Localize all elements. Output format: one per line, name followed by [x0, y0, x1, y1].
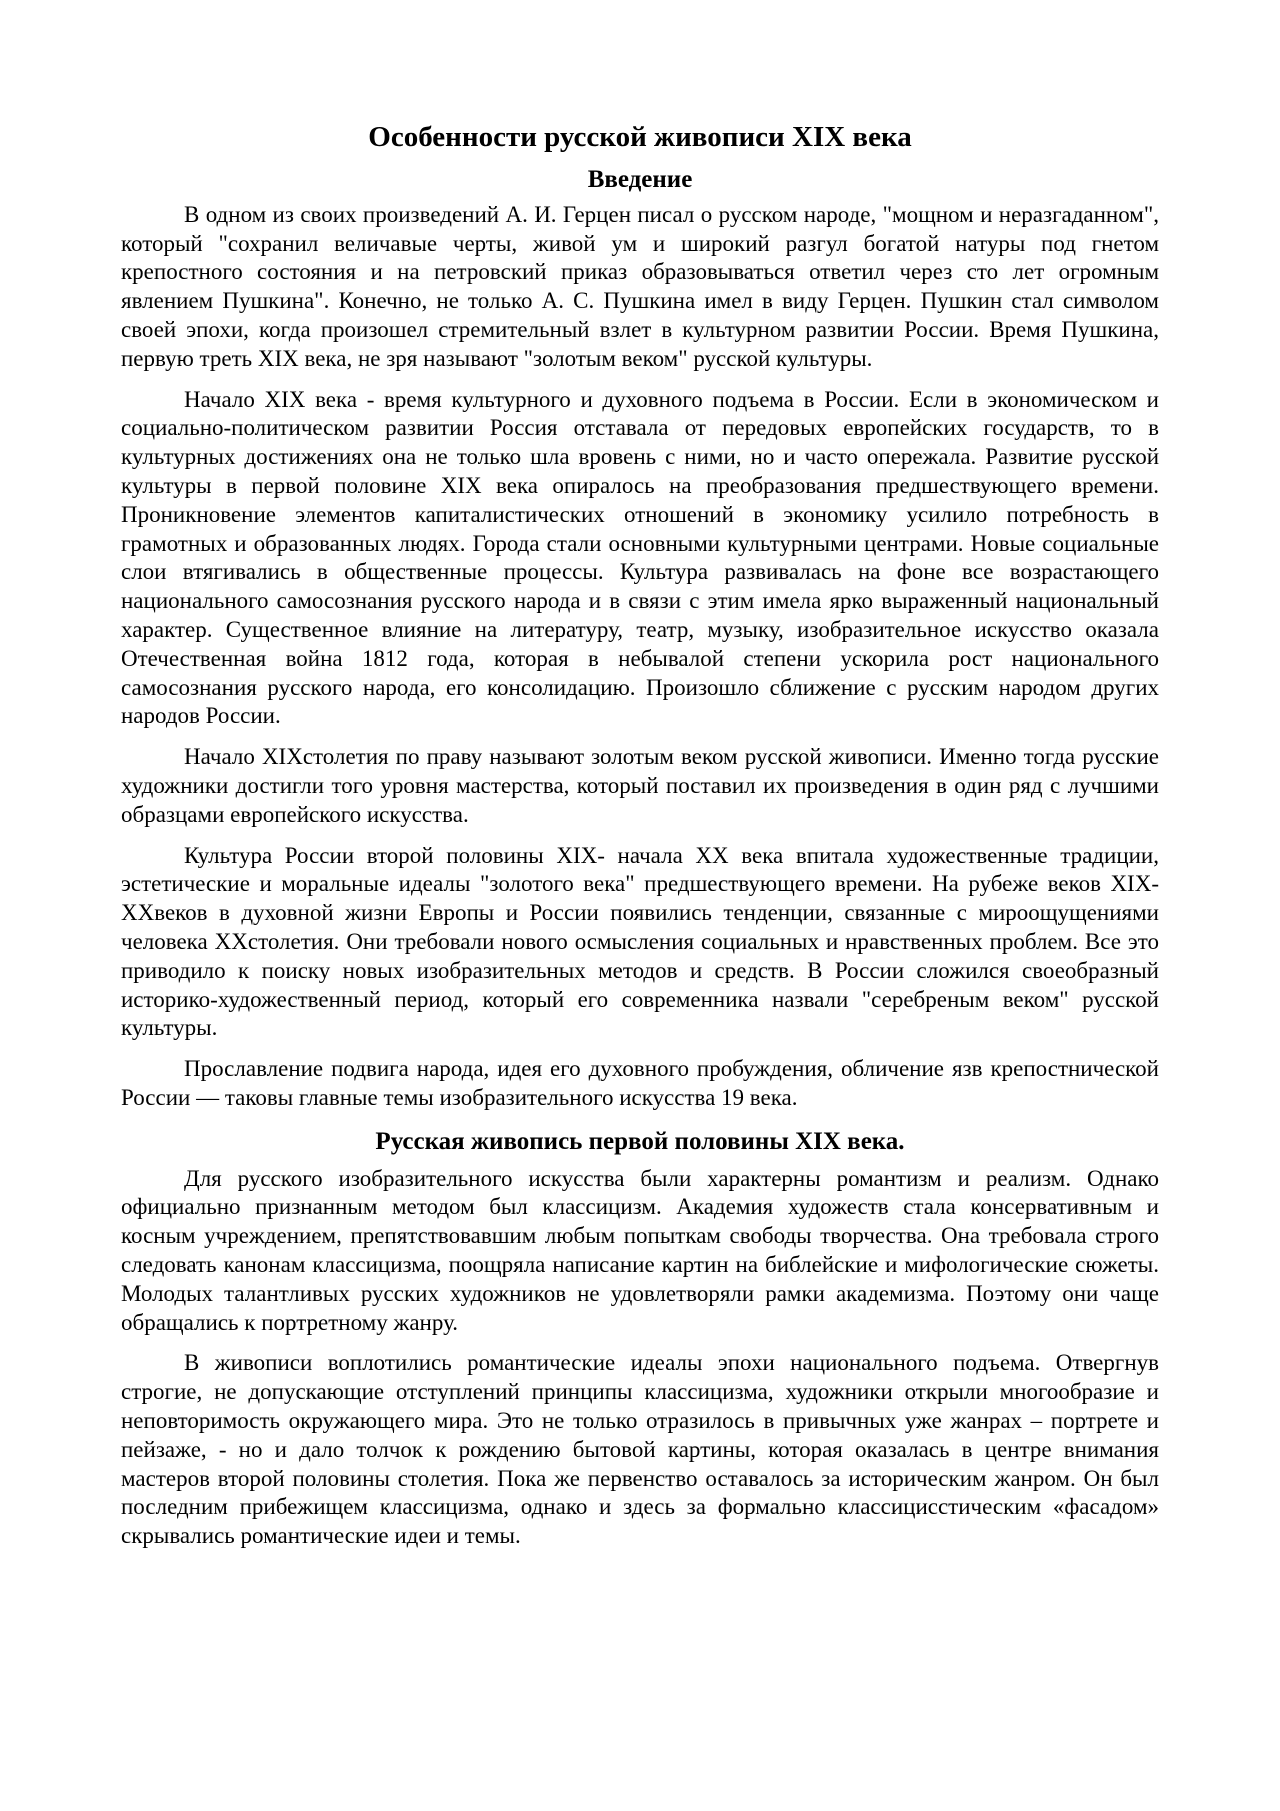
- section-heading: Русская живопись первой половины XIX века.: [375, 1127, 905, 1155]
- intro-paragraph-2: Начало XIX века - время культурного и духовного подъема в России. Если в экономическом и социально-политическом развитии Россия отставала от передовых европейских государств, то в культурных достижениях она не только шла вровень с ними, но и часто опережала. Развитие русской культуры в первой половине XIX века опиралось на преобразования предшествующего времени. Проникновение элементов капиталистических отношений в экономику усилило потребность в грамотных и образованных людях. Города стали основными культурными центрами. Новые социальные слои втягивались в общественные процессы. Культура развивалась на фоне все возрастающего национального самосознания русского народа и в связи с этим имела ярко выраженный национальный характер. Существенное влияние на литературу, театр, музыку, изобразительное искусство оказала Отечественная война 1812 года, которая в небывалой степени ускорила рост национального самосознания русского народа, его консолидацию. Произошло сближение с русским народом других народов России.: [121, 386, 1159, 729]
- intro-heading: Введение: [587, 166, 693, 194]
- intro-paragraph-3: Начало XIXстолетия по праву называют золотым веком русской живописи. Именно тогда русские художники достигли того уровня мастерства, который поставил их произведения в один ряд с лучшими образцами европейского искусства.: [121, 744, 1159, 827]
- intro-paragraph-5: Прославление подвига народа, идея его духовного пробуждения, обличение язв крепостнической России — таковы главные темы изобразительного искусства 19 века.: [121, 1056, 1159, 1110]
- intro-paragraph-4: Культура России второй половины XIX- начала XX века впитала художественные традиции, эстетические и моральные идеалы "золотого века" предшествующего времени. На рубеже веков XIX- XXвеков в духовной жизни Европы и России появились тенденции, связанные с мироощущениями человека XXстолетия. Они требовали нового осмысления социальных и нравственных проблем. Все это приводило к поиску новых изобразительных методов и средств. В России сложился своеобразный историко-художественный период, который его современника назвали "серебреным веком" русской культуры.: [121, 842, 1159, 1041]
- document-title: Особенности русской живописи XIX века: [368, 121, 912, 153]
- intro-paragraph-1: В одном из своих произведений А. И. Герцен писал о русском народе, "мощном и неразгаданном", который "сохранил величавые черты, живой ум и широкий разгул богатой натуры под гнетом крепостного состояния и на петровский приказ образовываться ответил через сто лет огромным явлением Пушкина". Конечно, не только А. С. Пушкина имел в виду Герцен. Пушкин стал символом своей эпохи, когда произошел стремительный взлет в культурном развитии России. Время Пушкина, первую треть XIX века, не зря называют "золотым веком" русской культуры.: [121, 201, 1159, 371]
- section-paragraph-1: Для русского изобразительного искусства были характерны романтизм и реализм. Однако официально признанным методом был классицизм. Академия художеств стала консервативным и косным учреждением, препятствовавшим любым попыткам свободы творчества. Она требовала строго следовать канонам классицизма, поощряла написание картин на библейские и мифологические сюжеты. Молодых талантливых русских художников не удовлетворяли рамки академизма. Поэтому они чаще обращались к портретному жанру.: [121, 1165, 1159, 1335]
- section-paragraph-2: В живописи воплотились романтические идеалы эпохи национального подъема. Отвергнув строгие, не допускающие отступлений принципы классицизма, художники открыли многообразие и неповторимость окружающего мира. Это не только отразилось в привычных уже жанрах – портрете и пейзаже, - но и дало толчок к рождению бытовой картины, которая оказалась в центре внимания мастеров второй половины столетия. Пока же первенство оставалось за историческим жанром. Он был последним прибежищем классицизма, однако и здесь за формально классицисстическим «фасадом» скрывались романтические идеи и темы.: [121, 1350, 1159, 1549]
- document-page: [121, 118, 1159, 1563]
